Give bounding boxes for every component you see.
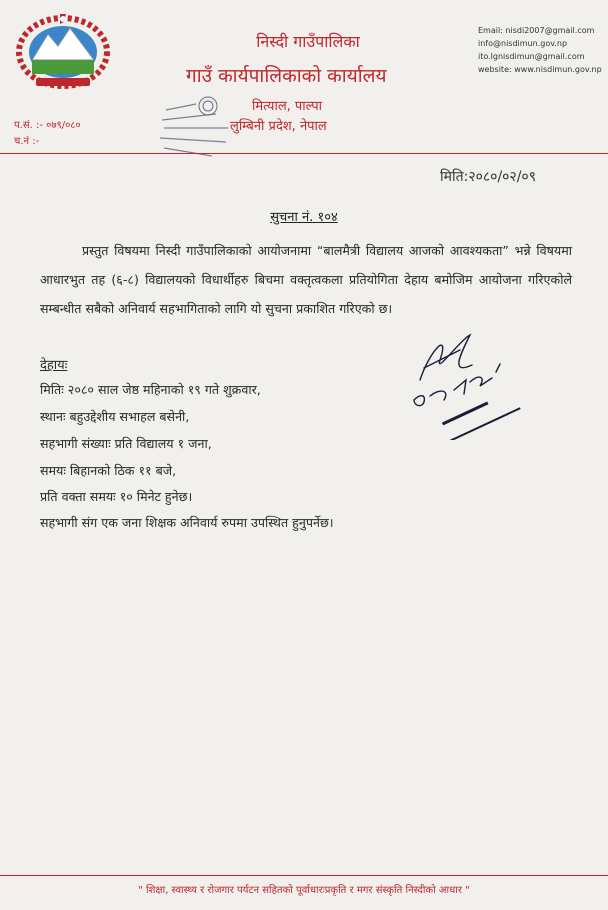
address-line-2: लुम्बिनी प्रदेश, नेपाल bbox=[230, 119, 327, 134]
detail-teacher-requirement: सहभागी संग एक जना शिक्षक अनिवार्य रुपमा उपस्थित हुनुपर्नेछ। bbox=[40, 515, 334, 530]
address-line-1: मित्याल, पाल्पा bbox=[252, 99, 322, 114]
officer-signature bbox=[400, 320, 560, 440]
notice-title: सुचना नं. १०४ bbox=[270, 210, 338, 225]
detail-date: मितिः २०८० साल जेष्ठ महिनाको १९ गते शुक्रवार, bbox=[40, 382, 261, 397]
contact-ito-email: ito.lgnisdimun@gmail.com bbox=[478, 52, 585, 61]
notice-body bbox=[40, 236, 572, 323]
details-heading: देहायः bbox=[40, 358, 68, 373]
detail-participants: सहभागी संख्याः प्रति विद्यालय १ जना, bbox=[40, 436, 212, 451]
notice-body-text: प्रस्तुत विषयमा निस्दी गाउँपालिकाको आयोजनामा “बालमैत्री विद्यालय आजको आवश्यकता” भन्ने विषयमा आधारभुत तह (६-८) विद्यालयको विधार्थीहरु बिचमा वक्तृत्वकला प्रतियोगिता देहाय बमोजिम आयोजना गरिएकोले सम्बन्धीत सबैको अनिवार्य सहभागिताको लागि यो सुचना प्रकाशित गरिएको छ। bbox=[40, 243, 572, 316]
contact-block bbox=[478, 24, 602, 76]
footer-motto: " शिक्षा, स्वास्थ्य र रोजगार पर्यटन सहितको पूर्वाधारःप्रकृति र मगर संस्कृति निस्दीको आधार " bbox=[138, 885, 470, 896]
ref-ps: प.सं. :- ०७९/०८० bbox=[14, 120, 81, 131]
office-name: गाउँ कार्यपालिकाको कार्यालय bbox=[186, 65, 387, 87]
reference-block bbox=[14, 118, 81, 150]
contact-info-email: info@nisdimun.gov.np bbox=[478, 39, 568, 48]
contact-email: Email: nisdi2007@gmail.com bbox=[478, 26, 595, 35]
ref-cn: च.नं :- bbox=[14, 136, 40, 147]
issue-date: मिति:२०८०/०२/०९ bbox=[440, 169, 536, 185]
footer-divider bbox=[0, 875, 608, 876]
contact-website: website: www.nisdimun.gov.np bbox=[478, 65, 602, 74]
detail-venue: स्थानः बहुउद्देशीय सभाहल बसेनी, bbox=[40, 409, 190, 424]
header-divider bbox=[0, 153, 608, 154]
detail-time: समयः बिहानको ठिक ११ बजे, bbox=[40, 463, 177, 478]
detail-speaker-time: प्रति वक्ता समयः १० मिनेट हुनेछ। bbox=[40, 489, 193, 504]
org-name: निस्दी गाउँपालिका bbox=[256, 32, 360, 51]
